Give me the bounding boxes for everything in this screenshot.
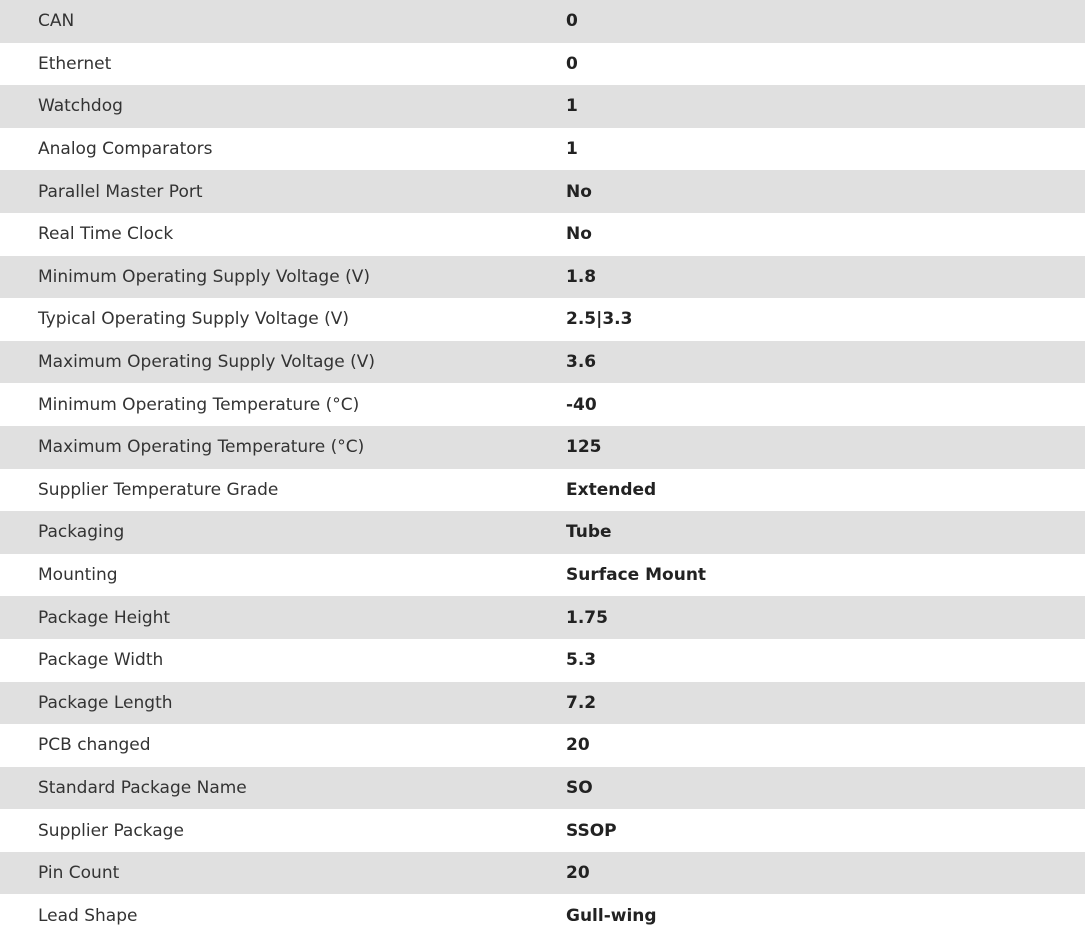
spec-row-real-time-clock (0, 213, 1085, 256)
spec-value: 3.6 (566, 341, 1085, 384)
spec-value: Tube (566, 511, 1085, 554)
spec-row-mounting (0, 554, 1085, 597)
spec-value: 1 (566, 85, 1085, 128)
spec-name: Analog Comparators (0, 128, 566, 171)
spec-value: Extended (566, 469, 1085, 512)
spec-row-pcb-changed (0, 724, 1085, 767)
spec-value: No (566, 170, 1085, 213)
spec-name: Watchdog (0, 85, 566, 128)
spec-row-min-supply-voltage (0, 256, 1085, 299)
spec-row-package-width (0, 639, 1085, 682)
spec-row-parallel-master-port (0, 170, 1085, 213)
spec-name: Package Length (0, 682, 566, 725)
spec-row-packaging (0, 511, 1085, 554)
spec-value: No (566, 213, 1085, 256)
spec-row-max-supply-voltage (0, 341, 1085, 384)
spec-name: Standard Package Name (0, 767, 566, 810)
spec-value: 20 (566, 724, 1085, 767)
spec-row-package-length (0, 682, 1085, 725)
spec-row-analog-comparators (0, 128, 1085, 171)
spec-name: Supplier Package (0, 809, 566, 852)
spec-name: PCB changed (0, 724, 566, 767)
spec-value: -40 (566, 383, 1085, 426)
spec-value: SSOP (566, 809, 1085, 852)
spec-row-pin-count (0, 852, 1085, 895)
spec-row-can (0, 0, 1085, 43)
spec-name: Maximum Operating Supply Voltage (V) (0, 341, 566, 384)
spec-row-supplier-temperature-grade (0, 469, 1085, 512)
spec-name: Maximum Operating Temperature (°C) (0, 426, 566, 469)
spec-value: 2.5|3.3 (566, 298, 1085, 341)
spec-value: 1.8 (566, 256, 1085, 299)
spec-name: Minimum Operating Supply Voltage (V) (0, 256, 566, 299)
spec-value: 7.2 (566, 682, 1085, 725)
spec-name: Real Time Clock (0, 213, 566, 256)
spec-name: Package Width (0, 639, 566, 682)
spec-name: CAN (0, 0, 566, 43)
spec-row-standard-package-name (0, 767, 1085, 810)
spec-name: Package Height (0, 596, 566, 639)
spec-value: Gull-wing (566, 894, 1085, 937)
spec-value: 0 (566, 0, 1085, 43)
spec-value: 1 (566, 128, 1085, 171)
spec-name: Pin Count (0, 852, 566, 895)
spec-value: 1.75 (566, 596, 1085, 639)
spec-row-lead-shape (0, 894, 1085, 937)
spec-value: 0 (566, 43, 1085, 86)
spec-value: SO (566, 767, 1085, 810)
spec-name: Typical Operating Supply Voltage (V) (0, 298, 566, 341)
spec-row-watchdog (0, 85, 1085, 128)
spec-row-ethernet (0, 43, 1085, 86)
spec-row-package-height (0, 596, 1085, 639)
spec-value: 20 (566, 852, 1085, 895)
spec-name: Ethernet (0, 43, 566, 86)
spec-value: Surface Mount (566, 554, 1085, 597)
spec-name: Lead Shape (0, 894, 566, 937)
spec-row-supplier-package (0, 809, 1085, 852)
spec-value: 125 (566, 426, 1085, 469)
spec-row-max-operating-temperature (0, 426, 1085, 469)
spec-name: Packaging (0, 511, 566, 554)
spec-row-typical-supply-voltage (0, 298, 1085, 341)
spec-value: 5.3 (566, 639, 1085, 682)
spec-name: Mounting (0, 554, 566, 597)
spec-name: Minimum Operating Temperature (°C) (0, 383, 566, 426)
spec-name: Parallel Master Port (0, 170, 566, 213)
spec-row-min-operating-temperature (0, 383, 1085, 426)
spec-name: Supplier Temperature Grade (0, 469, 566, 512)
